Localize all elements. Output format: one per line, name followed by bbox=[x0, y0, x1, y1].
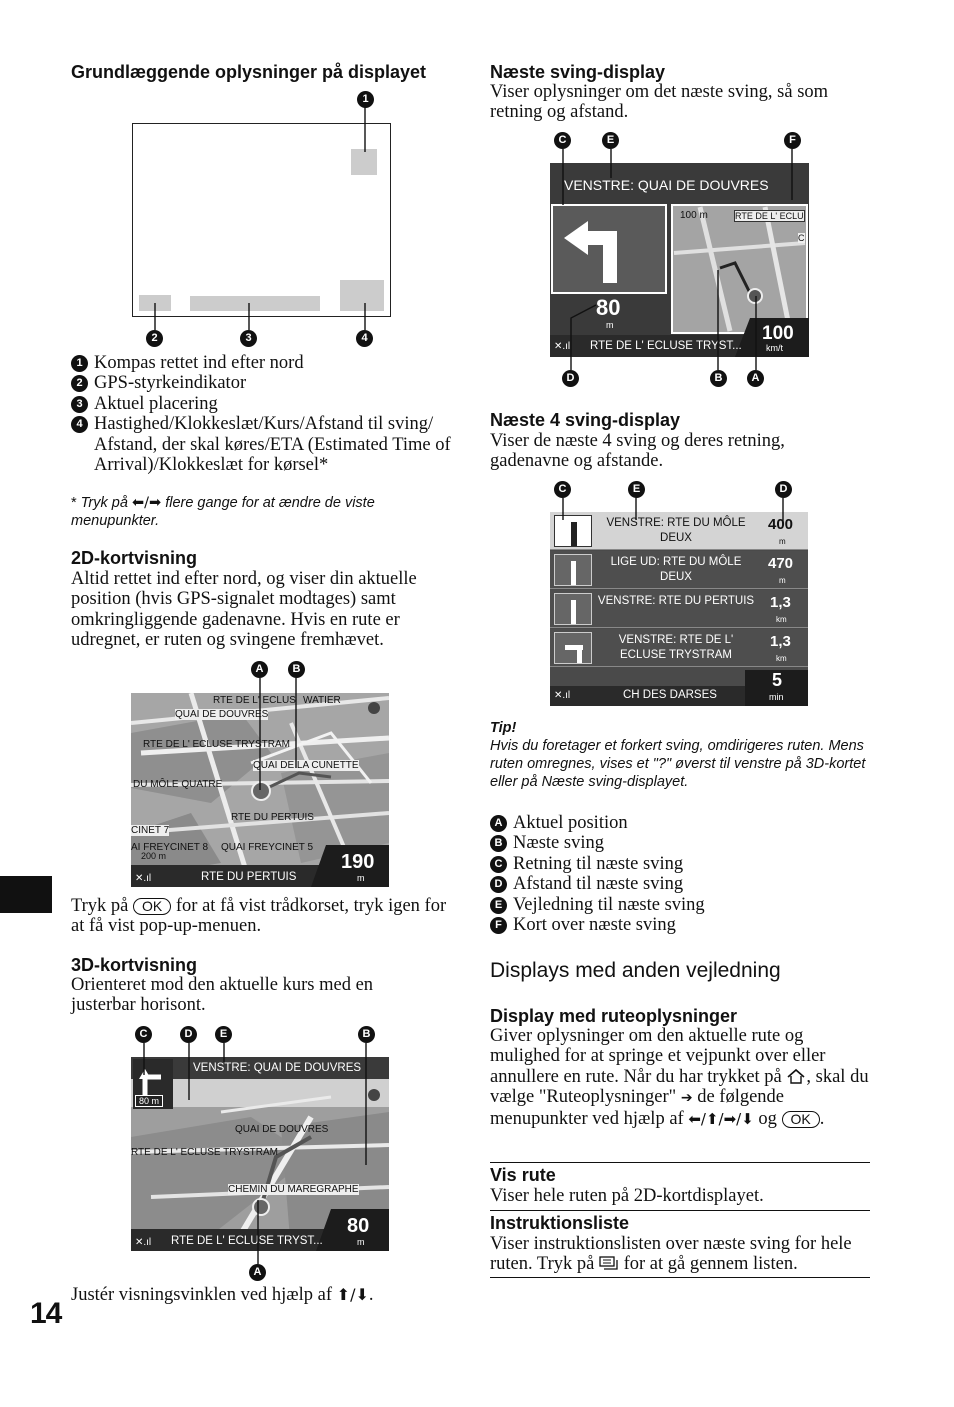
text: Tryk på bbox=[71, 896, 129, 916]
speed-value: 100 bbox=[762, 323, 794, 344]
callout-E: E bbox=[215, 1026, 232, 1043]
ok-button: OK bbox=[782, 1111, 820, 1128]
street-label: C bbox=[798, 233, 805, 243]
section-heading-basic: Grundlæggende oplysninger på displayet bbox=[71, 62, 427, 82]
turn-distance: 470 bbox=[768, 555, 794, 572]
list-item-text: Vejledning til næste sving bbox=[513, 894, 705, 915]
list-item-text: Retning til næste sving bbox=[513, 853, 684, 874]
street-label: RTE DE L' ECLU bbox=[735, 211, 804, 221]
current-street: CH DES DARSES bbox=[623, 689, 717, 701]
badge-B: B bbox=[490, 835, 507, 852]
callout-D: D bbox=[562, 370, 579, 387]
gps-signal-icon: ✕.ıl bbox=[554, 341, 571, 352]
arrow-keys-icon: ⬅/⬆/➡/⬇ bbox=[688, 1109, 754, 1128]
footnote-star: * bbox=[71, 495, 77, 511]
table-row-title: Vis rute bbox=[490, 1165, 556, 1185]
callout-C: C bbox=[554, 481, 571, 498]
distance-unit: m bbox=[357, 1237, 365, 1247]
text: Justér visningsvinklen ved hjælp af bbox=[71, 1285, 333, 1305]
callout-A: A bbox=[747, 370, 764, 387]
paragraph-3d: Orienteret mod den aktuelle kurs med en justerbar horisont. bbox=[71, 975, 374, 1016]
footnote-post: flere gange for at ændre de viste menupunkter. bbox=[71, 495, 375, 530]
turn-unit: km bbox=[776, 654, 787, 663]
badge-E: E bbox=[490, 897, 507, 914]
current-street: RTE DE L' ECLUSE TRYST... bbox=[171, 1235, 323, 1247]
street-label: QUAI DE DOUVRES bbox=[235, 1124, 329, 1135]
badge-3: 3 bbox=[71, 396, 88, 413]
callout-B: B bbox=[358, 1026, 375, 1043]
list-item-text: Næste sving bbox=[513, 833, 604, 854]
list-item-text: Hastighed/Klokkeslæt/Kurs/Afstand til sving/ Afstand, der skal køres/ETA (Estimated Time of Arrival)/Klokkeslæt for kørsel* bbox=[94, 414, 451, 476]
callout-C: C bbox=[554, 132, 571, 149]
turn-distance: 400 bbox=[768, 516, 794, 533]
badge-2: 2 bbox=[71, 375, 88, 392]
section-heading-3d: 3D-kortvisning bbox=[71, 955, 198, 975]
distance-value: 80 bbox=[347, 1215, 370, 1237]
street-label: WATIER bbox=[303, 695, 341, 706]
street-label: RTE DE L' ECLUSE TRYSTRAM bbox=[143, 739, 290, 750]
badge-C: C bbox=[490, 856, 507, 873]
legend-list bbox=[490, 813, 870, 935]
list-item bbox=[490, 813, 870, 833]
street-label: QUAI DE LA CUNETTE bbox=[253, 760, 359, 771]
tip-text: Hvis du foretager et forkert sving, omdirigeres ruten. Mens ruten omregnes, vises et "?" øverst til venstre på 3D-kortet eller på Næste sving-displayet. bbox=[490, 738, 866, 791]
table-rule-mid bbox=[490, 1210, 870, 1211]
street-label: AI FREYCINET 8 bbox=[131, 842, 209, 853]
list-item-text: Kompas rettet ind efter nord bbox=[94, 353, 304, 373]
paragraph-next-turn: Viser oplysninger om det næste sving, så som retning og afstand. bbox=[490, 82, 829, 123]
time-unit: min bbox=[769, 692, 784, 702]
turn-text: VENSTRE: RTE DU MÔLE DEUX bbox=[606, 517, 746, 544]
text: og bbox=[758, 1108, 777, 1129]
callout-3: 3 bbox=[240, 330, 257, 347]
turn-text: VENSTRE: RTE DE L' ECLUSE TRYSTRAM bbox=[618, 634, 734, 661]
section-heading-other: Displays med anden vejledning bbox=[490, 959, 781, 982]
paragraph-2d: Altid rettet ind efter nord, og viser din aktuelle position (hvis GPS-signalet modtages) samt omkringliggende gadenavne. Hvis en rute er udregnet, er ruten og svingene fremhævet. bbox=[71, 569, 417, 651]
text: Viser instruktionslisten over næste sving for hele ruten. Tryk på bbox=[490, 1234, 852, 1275]
callout-B: B bbox=[710, 370, 727, 387]
list-item bbox=[490, 854, 870, 874]
current-street: RTE DU PERTUIS bbox=[201, 871, 297, 883]
gps-signal-icon: ✕.ıl bbox=[135, 1237, 152, 1248]
street-label: RTE DU PERTUIS bbox=[231, 812, 314, 823]
arrow-right-icon: ➔ bbox=[680, 1090, 693, 1107]
turn-text: VENSTRE: RTE DU PERTUIS bbox=[597, 595, 755, 607]
callout-E: E bbox=[602, 132, 619, 149]
callout-B: B bbox=[288, 661, 305, 678]
callout-D: D bbox=[180, 1026, 197, 1043]
text: for at få vist trådkorset, tryk igen for at få vist pop-up-menuen. bbox=[71, 896, 447, 937]
badge-F: F bbox=[490, 917, 507, 934]
arrow-up-down-icon: ⬆/⬇ bbox=[336, 1285, 369, 1304]
callout-C: C bbox=[135, 1026, 152, 1043]
callout-4: 4 bbox=[356, 330, 373, 347]
street-label: RTE DE L' ECLUS bbox=[213, 695, 296, 706]
arrow-left-right-icon: ⬅/➡ bbox=[131, 495, 162, 511]
list-item-text: GPS-styrkeindikator bbox=[94, 373, 247, 394]
distance-box: 80 m bbox=[135, 1095, 163, 1107]
distance-value: 80 bbox=[596, 295, 621, 320]
list-item bbox=[490, 895, 870, 915]
table-rule-bottom bbox=[490, 1277, 870, 1278]
speed-unit: km/t bbox=[766, 343, 783, 353]
callout-F: F bbox=[784, 132, 801, 149]
distance-value: 190 bbox=[341, 851, 375, 873]
list-item-text: Aktuel position bbox=[513, 813, 628, 833]
next-turn-instruction: VENSTRE: QUAI DE DOUVRES bbox=[564, 177, 769, 193]
section-heading-next-turn: Næste sving-display bbox=[490, 62, 666, 82]
list-item bbox=[490, 833, 870, 853]
gps-signal-icon: ✕.ıl bbox=[554, 690, 571, 701]
turn-unit: m bbox=[779, 537, 786, 546]
street-label: QUAI FREYCINET 5 bbox=[221, 842, 314, 853]
badge-D: D bbox=[490, 876, 507, 893]
list-scroll-icon bbox=[599, 1256, 619, 1271]
table-row-text: Viser hele ruten på 2D-kortdisplayet. bbox=[490, 1186, 764, 1206]
turn-text: LIGE UD: RTE DU MÔLE DEUX bbox=[610, 556, 742, 583]
scale-label: 200 m bbox=[141, 851, 167, 861]
distance-unit: m bbox=[357, 873, 365, 883]
turn-unit: m bbox=[779, 576, 786, 585]
list-item-text: Afstand til næste sving bbox=[513, 874, 684, 895]
table-row-text bbox=[490, 1234, 875, 1275]
table-row-title: Instruktionsliste bbox=[490, 1213, 630, 1233]
table-rule-top bbox=[490, 1162, 870, 1163]
street-label: CHEMIN DU MAREGRAPHE bbox=[228, 1184, 359, 1195]
street-label: QUAI DE DOUVRES bbox=[175, 709, 269, 720]
distance-unit: m bbox=[606, 320, 614, 330]
text: . bbox=[819, 1108, 825, 1129]
footnote-pre: Tryk på bbox=[80, 495, 128, 511]
turn-distance: 1,3 bbox=[770, 633, 791, 650]
callout-E: E bbox=[628, 481, 645, 498]
list-item bbox=[490, 915, 870, 935]
badge-1: 1 bbox=[71, 355, 88, 372]
sub-heading-route-info: Display med ruteoplysninger bbox=[490, 1006, 738, 1026]
list-item-text: Aktuel placering bbox=[94, 393, 218, 414]
tip-title: Tip! bbox=[490, 720, 517, 736]
callout-1: 1 bbox=[357, 91, 374, 108]
text: , skal du vælge "Ruteoplysninger" bbox=[490, 1066, 869, 1108]
gps-signal-icon: ✕.ıl bbox=[135, 873, 152, 884]
callout-2: 2 bbox=[146, 330, 163, 347]
home-icon bbox=[786, 1068, 806, 1084]
section-heading-next4: Næste 4 sving-display bbox=[490, 410, 681, 430]
map-scale: 100 m bbox=[680, 210, 708, 221]
callout-D: D bbox=[775, 481, 792, 498]
street-label: RTE DE L' ECLUSE TRYSTRAM bbox=[131, 1147, 278, 1158]
text: . bbox=[368, 1285, 374, 1305]
turn-distance: 1,3 bbox=[770, 594, 791, 611]
badge-4: 4 bbox=[71, 416, 88, 433]
current-street: RTE DE L' ECLUSE TRYST... bbox=[590, 340, 742, 352]
list-item bbox=[490, 874, 870, 894]
text: de følgende menupunkter ved hjælp af bbox=[490, 1087, 785, 1129]
list-item-text: Kort over næste sving bbox=[513, 915, 676, 936]
paragraph-next4: Viser de næste 4 sving og deres retning, gadenavne og afstande. bbox=[490, 431, 785, 472]
next-turn-instruction: VENSTRE: QUAI DE DOUVRES bbox=[193, 1062, 362, 1074]
text: Giver oplysninger om den aktuelle rute og mulighed for at springe et vejpunkt over eller annullere en rute. Når du har trykket på bbox=[490, 1026, 826, 1087]
paragraph-route-info bbox=[490, 1026, 875, 1129]
ok-button: OK bbox=[133, 898, 171, 915]
street-label: CINET 7 bbox=[131, 825, 170, 836]
callout-A: A bbox=[249, 1264, 266, 1281]
callout-A: A bbox=[251, 661, 268, 678]
text: for at gå gennem listen. bbox=[623, 1254, 798, 1275]
street-label: DU MÔLE QUATRE bbox=[133, 779, 223, 790]
section-heading-2d: 2D-kortvisning bbox=[71, 548, 198, 568]
turn-unit: km bbox=[776, 615, 787, 624]
time-value: 5 bbox=[772, 670, 783, 690]
page-number: 14 bbox=[30, 1297, 62, 1330]
badge-A: A bbox=[490, 815, 507, 832]
